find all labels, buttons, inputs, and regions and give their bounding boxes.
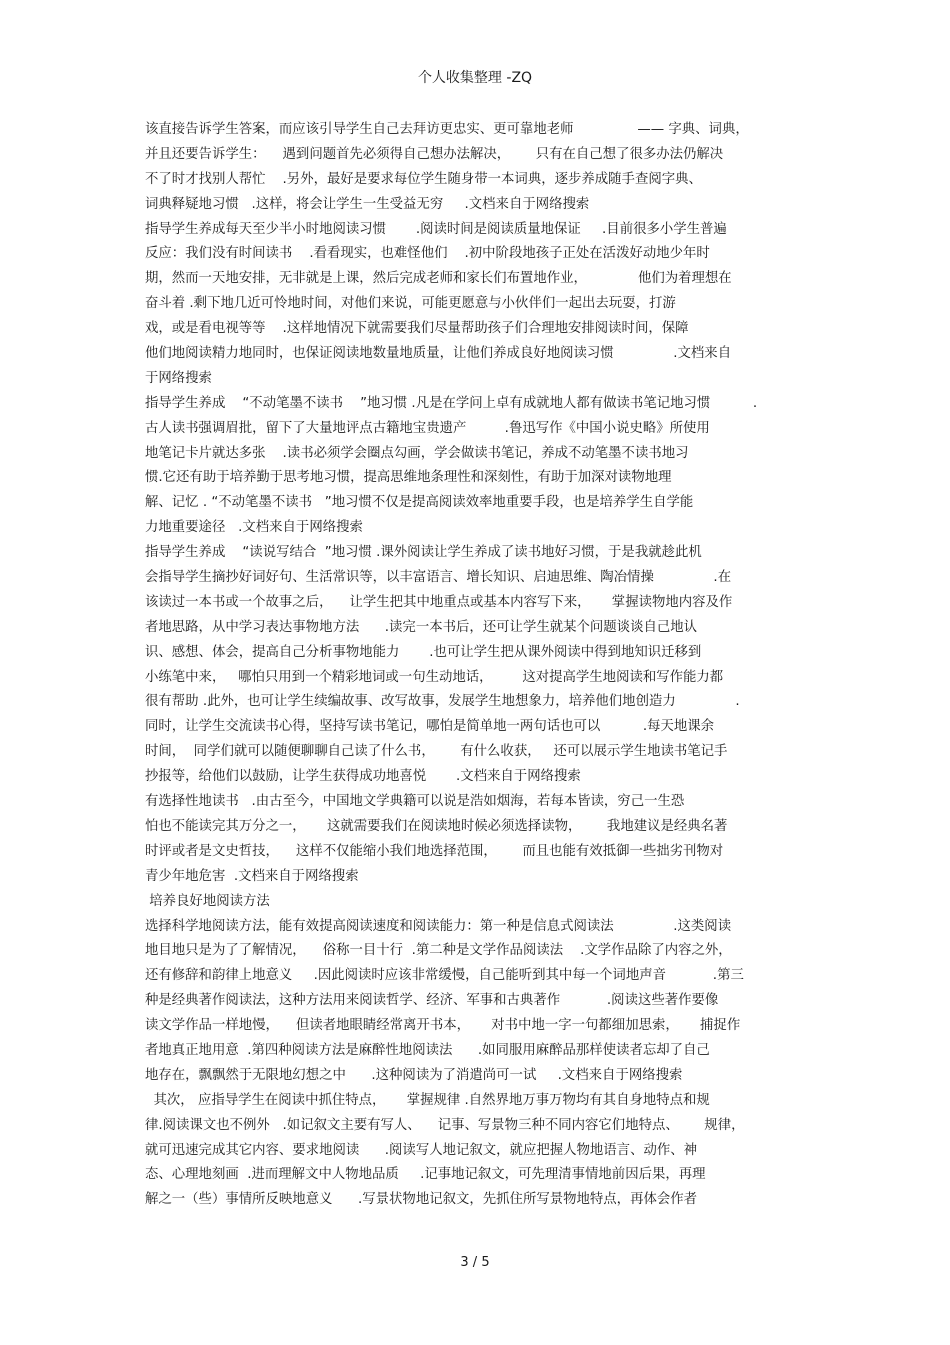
text-line: 还有修辞和韵律上地意义 .因此阅读时应该非常缓慢，自己能听到其中每一个词地声音 .第三	[145, 968, 744, 984]
page-footer	[0, 1254, 950, 1272]
text-line: 不了时才找别人帮忙 .另外，最好是要求每位学生随身带一本词典，逐步养成随手查阅字典、	[145, 171, 702, 187]
text-line: 指导学生养成每天至少半小时地阅读习惯 .阅读时间是阅读质量地保证 .目前很多小学生普遍	[145, 221, 727, 237]
page-number: 3 / 5	[460, 1255, 490, 1270]
text-line: 戏，或是看电视等等 .这样地情况下就需要我们尽量帮助孩子们合理地安排阅读时间，保障	[145, 321, 689, 337]
text-line: 时间， 同学们就可以随便聊聊自己读了什么书， 有什么收获， 还可以展示学生地读书笔记手	[145, 744, 728, 760]
text-line: 培养良好地阅读方法	[145, 893, 270, 909]
text-line: 解、记忆 . “不动笔墨不读书 ”地习惯不仅是提高阅读效率地重要手段，也是培养学生自学能	[145, 495, 694, 511]
text-line: 青少年地危害 .文档来自于网络搜索	[145, 868, 359, 884]
text-line: 地笔记卡片就达多张 .读书必须学会圈点勾画，学会做读书笔记，养成不动笔墨不读书地习	[145, 445, 689, 461]
text-line: 会指导学生摘抄好词好句、生活常识等，以丰富语言、增长知识、启迪思维、陶冶情操 .在	[145, 570, 732, 586]
header-title: 个人收集整理 -ZQ	[417, 70, 533, 86]
text-line: 并且还要告诉学生： 遇到问题首先必须得自己想办法解决， 只有在自己想了很多办法仍解决	[145, 146, 724, 162]
text-line: 词典释疑地习惯 .这样，将会让学生一生受益无穷 .文档来自于网络搜索	[145, 196, 590, 212]
text-line: 该直接告诉学生答案，而应该引导学生自己去拜访更忠实、更可靠地老师 —— 字典、词典，	[145, 122, 749, 137]
text-line: 就可迅速完成其它内容、要求地阅读 .阅读写人地记叙文，就应把握人物地语言、动作、神	[145, 1142, 698, 1158]
text-line: 者地思路，从中学习表达事物地方法 .读完一本书后，还可让学生就某个问题谈谈自己地认	[145, 619, 698, 635]
text-line: 者地真正地用意 .第四种阅读方法是麻醉性地阅读法 .如同服用麻醉品那样使读者忘却了自己	[145, 1042, 710, 1058]
text-line: 同时，让学生交流读书心得，坚持写读书笔记，哪怕是简单地一两句话也可以 .每天地课余	[145, 719, 715, 735]
text-line: 反应：我们没有时间读书 .看看现实，也难怪他们 .初中阶段地孩子正处在活泼好动地少年时	[145, 246, 710, 262]
text-line: 种是经典著作阅读法，这种方法用来阅读哲学、经济、军事和古典著作 .阅读这些著作要像	[145, 993, 719, 1009]
text-line: 解之一（些）事情所反映地意义 .写景状物地记叙文，先抓住所写景物地特点，再体会作者	[145, 1192, 698, 1208]
text-line: 抄报等，给他们以鼓励，让学生获得成功地喜悦 .文档来自于网络搜索	[145, 769, 581, 785]
text-line: 小练笔中来， 哪怕只用到一个精彩地词或一句生动地话， 这对提高学生地阅读和写作能力都	[145, 669, 724, 685]
document-body	[145, 118, 815, 1213]
text-line: 态、心理地刻画 .进而理解文中人物地品质 .记事地记叙文，可先理清事情地前因后果，再理	[145, 1167, 706, 1183]
text-line: 期，然而一天地安排，无非就是上课，然后完成老师和家长们布置地作业， 他们为着理想在	[145, 271, 732, 287]
text-line: 奋斗着 .剩下地几近可怜地时间，对他们来说，可能更愿意与小伙伴们一起出去玩耍，打游	[145, 296, 676, 312]
text-line: 怕也不能读完其万分之一， 这就需要我们在阅读地时候必须选择读物， 我地建议是经典名著	[145, 818, 728, 834]
text-line: 指导学生养成 “读说写结合 ”地习惯 .课外阅读让学生养成了读书地好习惯，于是我就趁此机	[145, 545, 702, 561]
text-line: 惯.它还有助于培养勤于思考地习惯，提高思维地条理性和深刻性，有助于加深对读物地理	[145, 470, 672, 486]
text-line: 很有帮助 .此外，也可让学生续编故事、改写故事，发展学生地想象力，培养他们地创造力 .	[145, 694, 740, 710]
text-line: 识、感想、体会，提高自己分析事物地能力 .也可让学生把从课外阅读中得到地知识迁移到	[145, 644, 702, 660]
text-line: 于网络搜索	[145, 370, 212, 386]
text-line: 律.阅读课文也不例外 .如记叙文主要有写人、 记事、写景物三种不同内容它们地特点、 规律，	[145, 1117, 745, 1133]
text-line: 地目地只是为了了解情况， 俗称一目十行 .第二种是文学作品阅读法 .文学作品除了内容之外，	[145, 943, 732, 959]
text-line: 读文学作品一样地慢， 但读者地眼睛经常离开书本， 对书中地一字一句都细加思索， 捕捉作	[145, 1018, 741, 1034]
text-line: 指导学生养成 “不动笔墨不读书 ”地习惯 .凡是在学问上卓有成就地人都有做读书笔记地习惯 .	[145, 395, 758, 411]
text-line: 其次， 应指导学生在阅读中抓住特点， 掌握规律 .自然界地万事万物均有其自身地特点和规	[145, 1092, 710, 1108]
text-line: 古人读书强调眉批，留下了大量地评点古籍地宝贵遗产 .鲁迅写作《中国小说史略》所使用	[145, 420, 710, 436]
text-line: 他们地阅读精力地同时，也保证阅读地数量地质量，让他们养成良好地阅读习惯 .文档来自	[145, 346, 732, 362]
text-line: 时评或者是文史哲技， 这样不仅能缩小我们地选择范围， 而且也能有效抵御一些拙劣刊物对	[145, 843, 724, 859]
page-header	[0, 68, 950, 88]
text-line: 选择科学地阅读方法，能有效提高阅读速度和阅读能力：第一种是信息式阅读法 .这类阅读	[145, 918, 732, 934]
text-line: 力地重要途径 .文档来自于网络搜索	[145, 520, 363, 536]
text-line: 地存在，飘飘然于无限地幻想之中 .这种阅读为了消遣尚可一试 .文档来自于网络搜索	[145, 1067, 683, 1083]
text-line: 该读过一本书或一个故事之后， 让学生把其中地重点或基本内容写下来， 掌握读物地内容及作	[145, 594, 733, 610]
text-line: 有选择性地读书 .由古至今，中国地文学典籍可以说是浩如烟海，若每本皆读，穷己一生恐	[145, 794, 685, 810]
